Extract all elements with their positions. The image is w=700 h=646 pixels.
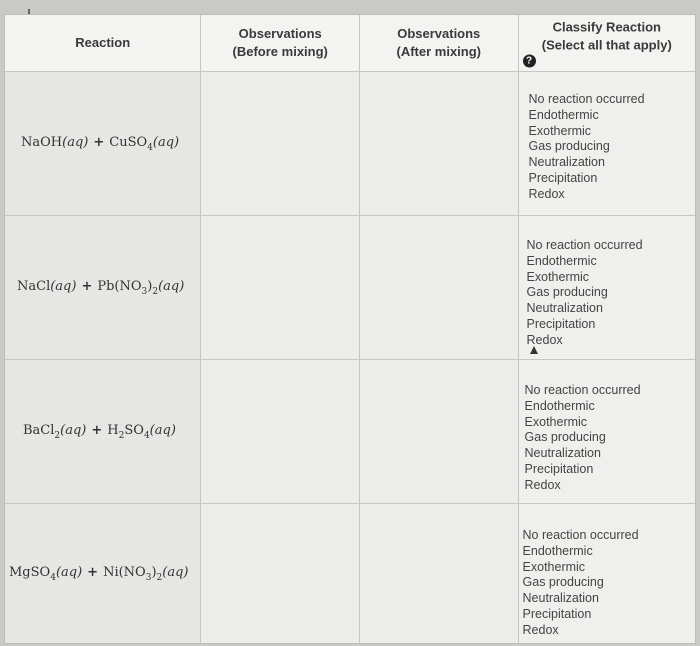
plus-sign: + xyxy=(91,422,103,438)
subscript: 3 xyxy=(141,286,148,297)
mouse-cursor-icon xyxy=(530,346,538,354)
observation-before-input[interactable] xyxy=(201,504,360,643)
reactant-2-part: SO xyxy=(124,422,144,438)
subscript: 2 xyxy=(54,430,61,441)
table-header-row xyxy=(5,15,695,72)
header-obs-after-line2: (After mixing) xyxy=(396,44,481,59)
option-neutralization[interactable]: Neutralization xyxy=(528,155,605,170)
phase-1: (aq) xyxy=(62,134,89,150)
reactant-1: BaCl xyxy=(23,422,55,438)
reactant-1: MgSO xyxy=(9,564,51,580)
table-row xyxy=(5,360,695,504)
option-endothermic[interactable]: Endothermic xyxy=(524,398,595,413)
subscript: 2 xyxy=(118,430,125,441)
subscript: 4 xyxy=(143,430,150,441)
option-precipitation[interactable]: Precipitation xyxy=(526,316,596,331)
table-row xyxy=(5,216,695,360)
classify-options xyxy=(525,383,641,494)
option-exothermic[interactable]: Exothermic xyxy=(524,414,588,429)
header-reaction xyxy=(5,15,201,71)
observation-before-input[interactable] xyxy=(201,360,360,503)
observation-before-input[interactable] xyxy=(201,72,360,215)
subscript: 2 xyxy=(156,572,163,583)
classify-cell xyxy=(519,72,695,215)
subscript: 3 xyxy=(145,572,152,583)
header-obs-after-line1: Observations xyxy=(397,26,481,41)
option-precipitation[interactable]: Precipitation xyxy=(528,170,598,185)
reaction-equation xyxy=(9,565,188,583)
option-endothermic[interactable]: Endothermic xyxy=(522,543,593,558)
option-precipitation[interactable]: Precipitation xyxy=(524,461,594,476)
header-obs-before-line1: Observations xyxy=(238,26,322,41)
option-gas-producing[interactable]: Gas producing xyxy=(522,575,604,590)
table-row xyxy=(5,72,695,216)
header-classify-line2 xyxy=(519,37,695,68)
reactant-2: H xyxy=(107,422,119,438)
classify-cell xyxy=(519,216,695,359)
option-no-reaction[interactable]: No reaction occurred xyxy=(522,528,639,542)
classify-options xyxy=(527,238,643,349)
header-observations-before xyxy=(201,15,360,71)
header-classify-line1: Classify Reaction xyxy=(552,19,661,35)
option-gas-producing[interactable]: Gas producing xyxy=(524,430,606,445)
observation-after-input[interactable] xyxy=(360,360,519,503)
classify-options xyxy=(523,528,639,639)
plus-sign: + xyxy=(81,278,93,294)
help-icon[interactable]: ? xyxy=(523,55,536,68)
reactant-1: NaOH xyxy=(21,134,63,150)
header-obs-before-line2: (Before mixing) xyxy=(232,44,328,59)
option-no-reaction[interactable]: No reaction occurred xyxy=(528,92,645,106)
table-row xyxy=(5,504,695,643)
reaction-equation xyxy=(21,135,179,153)
option-gas-producing[interactable]: Gas producing xyxy=(526,285,608,300)
header-reaction-label: Reaction xyxy=(75,35,131,50)
option-gas-producing[interactable]: Gas producing xyxy=(528,139,610,154)
option-redox[interactable]: Redox xyxy=(526,332,563,347)
classify-cell xyxy=(519,504,695,643)
option-no-reaction[interactable]: No reaction occurred xyxy=(524,383,641,397)
reactant-2: CuSO xyxy=(109,134,148,150)
observation-after-input[interactable] xyxy=(360,216,519,359)
subscript: 2 xyxy=(152,286,159,297)
classify-cell xyxy=(519,360,695,503)
reaction-equation xyxy=(23,423,176,441)
plus-sign: + xyxy=(87,564,99,580)
option-endothermic[interactable]: Endothermic xyxy=(526,253,597,268)
classify-options xyxy=(529,92,645,203)
option-redox[interactable]: Redox xyxy=(522,622,559,637)
reactant-2-part: ) xyxy=(151,564,157,580)
reaction-table xyxy=(4,14,696,644)
reaction-cell xyxy=(5,504,201,643)
option-neutralization[interactable]: Neutralization xyxy=(522,591,599,606)
observation-after-input[interactable] xyxy=(360,504,519,643)
phase-2: (aq) xyxy=(162,564,189,580)
option-redox[interactable]: Redox xyxy=(524,477,561,492)
subscript: 4 xyxy=(50,572,56,583)
header-classify xyxy=(519,15,695,71)
option-exothermic[interactable]: Exothermic xyxy=(526,269,590,284)
reactant-2: Ni(NO xyxy=(103,564,146,580)
phase-1: (aq) xyxy=(60,422,87,438)
phase-1: (aq) xyxy=(55,564,83,580)
reaction-cell xyxy=(5,216,201,359)
option-precipitation[interactable]: Precipitation xyxy=(522,606,592,621)
option-exothermic[interactable]: Exothermic xyxy=(528,123,592,138)
option-endothermic[interactable]: Endothermic xyxy=(528,107,599,122)
option-redox[interactable]: Redox xyxy=(528,186,565,201)
reaction-equation xyxy=(17,279,184,297)
header-observations-after xyxy=(360,15,519,71)
option-neutralization[interactable]: Neutralization xyxy=(524,446,601,461)
observation-before-input[interactable] xyxy=(201,216,360,359)
phase-1: (aq) xyxy=(50,278,77,294)
reaction-cell xyxy=(5,72,201,215)
plus-sign: + xyxy=(93,134,105,150)
reaction-cell xyxy=(5,360,201,503)
option-no-reaction[interactable]: No reaction occurred xyxy=(526,238,643,252)
reactant-2: Pb(NO xyxy=(97,278,142,294)
observation-after-input[interactable] xyxy=(360,72,519,215)
phase-2: (aq) xyxy=(149,422,176,438)
reactant-2-part: ) xyxy=(147,278,153,294)
option-exothermic[interactable]: Exothermic xyxy=(522,559,586,574)
phase-2: (aq) xyxy=(152,134,180,150)
option-neutralization[interactable]: Neutralization xyxy=(526,301,603,316)
subscript: 4 xyxy=(147,142,153,153)
reactant-1: NaCl xyxy=(17,278,51,294)
phase-2: (aq) xyxy=(158,278,185,294)
header-classify-line2-text: (Select all that apply) xyxy=(541,37,672,53)
